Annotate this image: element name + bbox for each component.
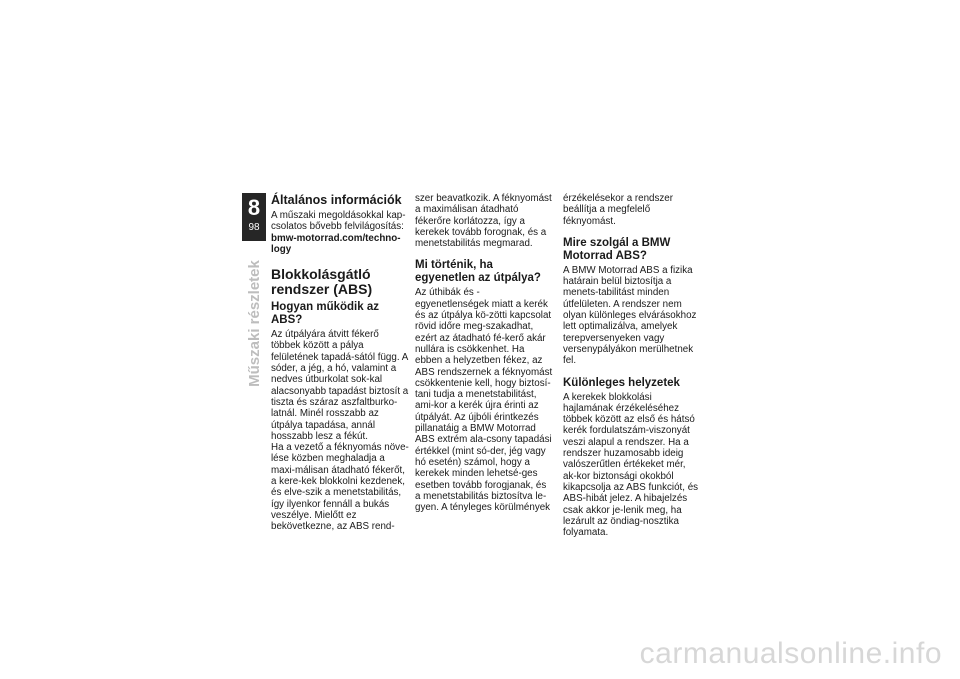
watermark: carmanualsonline.info [639,637,942,670]
paragraph-uneven-road: Az úthibák és -egyenetlenségek miatt a kerék és az útpálya kö-zötti kapcsolat rövid időre meg-szakadhat, ezért az átadható fé-kerő akár nullára is csökkenhet. Ha ebben a helyzetben fékez, az ABS rendszernek a féknyomást csökkentenie kell, hogy biztosí-tani tudja a menetstabilitást, ami-kor a kerék újra érinti az útpályát. Az újbóli érintkezés pillanatáig a BMW Motorrad ABS extrém ala-csony tapadási értékkel (mint só-der, jég vagy hó esetén) számol, hogy a kerekek minden lehetsé-ges esetben tovább forogjanak, és a menetstabilitás biztosítva le-gyen. A tényleges körülmények [415,287,553,514]
text-column-1 [271,193,409,533]
heading-general-info: Általános információk [271,193,402,207]
heading-special-situations: Különleges helyzetek [563,376,680,389]
paragraph-abs-intervention: szer beavatkozik. A féknyomást a maximálisan átadható fékerőre korlátozza, így a kerekek tovább forognak, és a menetstabilitás megmarad. [415,193,552,250]
paragraph-pressure-set: érzékelésekor a rendszer beállítja a megfelelő féknyomást. [563,193,673,227]
paragraph-abs-purpose: A BMW Motorrad ABS a fizika határain belül biztosítja a menets-tabilitást minden útfelületen. A rendszer nem olyan különleges elvárásokhoz lett optimalizálva, amelyek terepversenyeken vagy versenypályákon merülhetnek fel. [563,264,697,367]
chapter-side-label-text: Műszaki részletek [245,259,263,387]
technology-link[interactable]: bmw-motorrad.com/techno-logy [271,232,401,255]
paragraph-how-2: Ha a vezető a féknyomás növe-lése közben meghaladja a maxi-málisan átadható fékerőt, a kere-kek blokkolni kezdenek, és elve-szik a menetstabilitás, így ilyenkor fennáll a bukás veszélye. Mielőtt ez bekövetkezne, az ABS rend- [271,442,409,533]
paragraph-general-info: A műszaki megoldásokkal kap-csolatos bővebb felvilágosítás: [271,210,406,233]
page-number: 98 [248,222,260,233]
heading-how-abs-works: Hogyan működik az ABS? [271,301,379,327]
chapter-number: 8 [247,195,261,220]
heading-abs-purpose: Mire szolgál a BMW Motorrad ABS? [563,236,671,262]
chapter-tab [242,193,266,241]
heading-abs: Blokkolásgátló rendszer (ABS) [271,266,373,298]
heading-uneven-road: Mi történik, ha egyenetlen az útpálya? [415,259,541,285]
paragraph-how-1: Az útpályára átvitt fékerő többek között a pálya felületének tapadá-sától függ. A sóder, a jég, a hó, valamint a nedves útburkolat sok-kal alacsonyabb tapadást biztosít a tiszta és száraz aszfaltburko-latnál. Minél rosszabb az útpálya tapadása, annál hosszabb lesz a fékút. [271,329,409,442]
chapter-side-label [242,259,266,387]
paragraph-special-situations: A kerekek blokkolási hajlamának érzékeléséhez többek között az első és hátsó kerék fordulatszám-viszonyát veszi alapul a rendszer. Ha a rendszer huzamosabb ideig valószerűtlen értékeket mér, ak-kor biztonsági okokból kikapcsolja az ABS funkciót, és ABS-hibát jelez. A hibajelzés csak akkor je-lenik meg, ha lezárult az öndiag-nosztika folyamata. [563,391,699,539]
text-column-2 [415,193,553,513]
text-column-3 [563,193,701,538]
